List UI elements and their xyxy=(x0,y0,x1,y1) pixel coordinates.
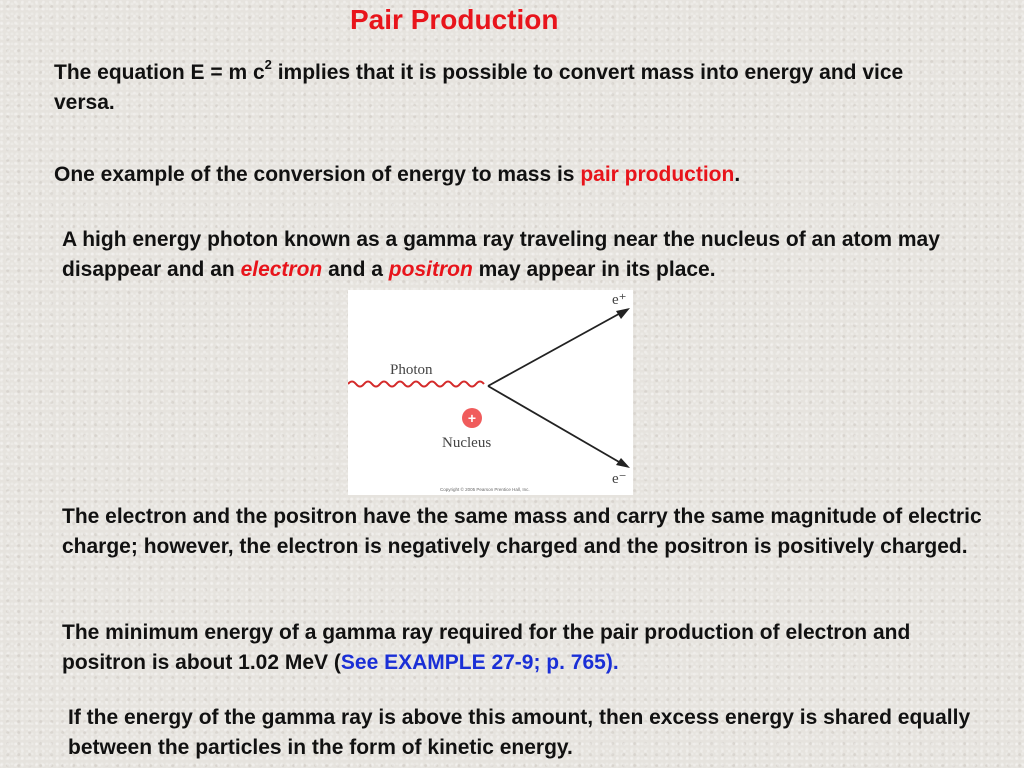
excess-energy-paragraph: If the energy of the gamma ray is above this amount, then excess energy is shared equally between the particles in the form of kinetic energy. xyxy=(68,706,971,759)
pair-production-highlight: pair production xyxy=(580,163,735,186)
photon-wave xyxy=(348,382,484,387)
positron-arrowhead xyxy=(616,308,630,319)
photon-paragraph xyxy=(62,225,1012,285)
equation-text-b: implies that it is possible to convert mass into energy and vice versa. xyxy=(54,61,904,114)
nucleus-label: Nucleus xyxy=(442,435,492,451)
electron-highlight: electron xyxy=(240,258,323,281)
photon-text-a: A high energy photon known as a gamma ray traveling near the nucleus of an atom may disappear and an xyxy=(62,228,940,281)
example-text-b: . xyxy=(734,163,741,186)
charge-paragraph: The electron and the positron have the same mass and carry the same magnitude of electric charge; however, the electron is negatively charged and the positron is positively charged. xyxy=(62,505,982,558)
positron-highlight: positron xyxy=(388,258,473,281)
photon-text-c: may appear in its place. xyxy=(472,258,716,281)
example-reference-link[interactable]: See EXAMPLE 27-9; p. 765). xyxy=(340,651,619,674)
page-title: Pair Production xyxy=(350,4,559,35)
minimum-energy-text: The minimum energy of a gamma ray required for the pair production of electron and positron is about 1.02 MeV ( xyxy=(62,621,911,674)
photon-label: Photon xyxy=(390,362,433,378)
photon-text-b: and a xyxy=(322,258,389,281)
electron-label: e⁻ xyxy=(612,471,627,487)
electron-arrowhead xyxy=(616,458,630,468)
example-text-a: One example of the conversion of energy to mass is xyxy=(54,163,581,186)
example-paragraph xyxy=(54,160,954,190)
positron-track xyxy=(488,310,626,386)
positron-label: e⁺ xyxy=(612,292,627,308)
nucleus-sign: + xyxy=(467,410,477,426)
minimum-energy-paragraph xyxy=(62,618,962,678)
electron-track xyxy=(488,386,626,466)
copyright-text: Copyright © 2005 Pearson Prentice Hall, Inc. xyxy=(440,487,530,492)
pair-production-diagram xyxy=(348,290,633,495)
equation-text-a: The equation E = m c xyxy=(54,61,265,84)
equation-superscript: 2 xyxy=(264,57,272,72)
equation-paragraph xyxy=(54,58,934,118)
